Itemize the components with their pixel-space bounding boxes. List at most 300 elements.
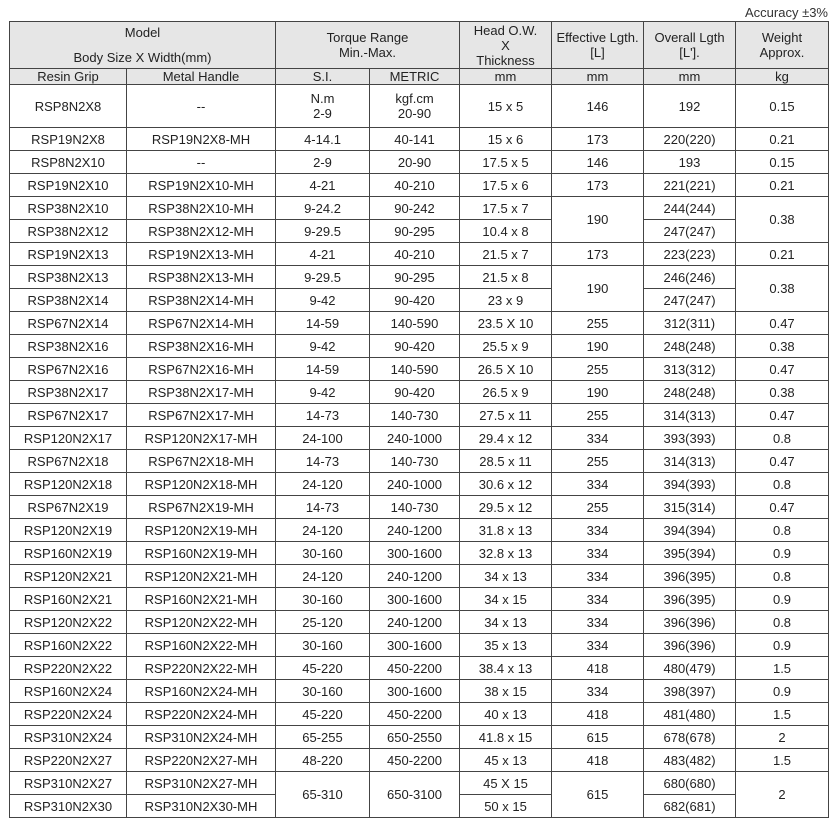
head-cell: 45 x 13: [460, 749, 552, 772]
si-cell: 24-120: [276, 519, 370, 542]
effective-length-cell: 334: [552, 427, 644, 450]
resin-grip-cell: RSP120N2X19: [10, 519, 127, 542]
si-cell: 9-42: [276, 381, 370, 404]
si-range: 2-9: [313, 106, 332, 121]
metric-cell: 300-1600: [370, 680, 460, 703]
weight-header-line2: Approx.: [759, 45, 805, 60]
resin-grip-cell: RSP120N2X18: [10, 473, 127, 496]
table-row: [10, 473, 829, 496]
resin-grip-cell: RSP120N2X22: [10, 611, 127, 634]
metal-handle-cell: RSP38N2X12-MH: [127, 220, 276, 243]
metric-cell: 240-1000: [370, 473, 460, 496]
si-cell: 14-73: [276, 404, 370, 427]
metric-cell: 240-1200: [370, 519, 460, 542]
effective-length-cell: 255: [552, 312, 644, 335]
table-row: [10, 174, 829, 197]
overall-length-cell: 396(395): [644, 588, 736, 611]
overall-length-cell: 396(396): [644, 634, 736, 657]
metal-handle-cell: RSP220N2X27-MH: [127, 749, 276, 772]
head-header-line2: X: [501, 37, 510, 53]
metal-handle-cell: RSP38N2X10-MH: [127, 197, 276, 220]
resin-grip-cell: RSP120N2X21: [10, 565, 127, 588]
metric-cell: 40-141: [370, 128, 460, 151]
table-row: [10, 542, 829, 565]
head-cell: 17.5 x 5: [460, 151, 552, 174]
head-cell: 32.8 x 13: [460, 542, 552, 565]
effective-length-cell: 334: [552, 634, 644, 657]
head-cell: 34 x 15: [460, 588, 552, 611]
resin-grip-cell: RSP67N2X16: [10, 358, 127, 381]
metric-cell: 450-2200: [370, 657, 460, 680]
metric-cell: 90-420: [370, 289, 460, 312]
resin-grip-cell: RSP38N2X13: [10, 266, 127, 289]
resin-grip-cell: RSP67N2X19: [10, 496, 127, 519]
metal-handle-cell: RSP67N2X18-MH: [127, 450, 276, 473]
overall-length-cell: 246(246): [644, 266, 736, 289]
resin-grip-cell: RSP160N2X19: [10, 542, 127, 565]
overall-length-cell: 678(678): [644, 726, 736, 749]
weight-cell: 0.15: [736, 151, 829, 174]
effective-length-cell: 255: [552, 450, 644, 473]
table-row: [10, 358, 829, 381]
metric-cell: 240-1000: [370, 427, 460, 450]
weight-cell: 0.21: [736, 174, 829, 197]
weight-cell: 0.38: [736, 335, 829, 358]
metal-handle-subheader: Metal Handle: [127, 69, 276, 85]
torque-header-line1: Torque Range: [326, 30, 409, 45]
si-cell: 48-220: [276, 749, 370, 772]
overall-length-unit-subheader: mm: [644, 69, 736, 85]
si-cell: 30-160: [276, 634, 370, 657]
effective-length-cell: 615: [552, 726, 644, 749]
weight-cell: 0.47: [736, 312, 829, 335]
head-cell: 23 x 9: [460, 289, 552, 312]
head-cell: 23.5 X 10: [460, 312, 552, 335]
effective-length-cell: 190: [552, 197, 644, 243]
weight-cell: 0.38: [736, 381, 829, 404]
table-row: [10, 266, 829, 289]
metric-cell: 240-1200: [370, 611, 460, 634]
si-cell: 9-29.5: [276, 220, 370, 243]
metal-handle-cell: RSP120N2X21-MH: [127, 565, 276, 588]
effective-length-cell: 418: [552, 703, 644, 726]
metric-cell: 40-210: [370, 243, 460, 266]
effective-length-header: [552, 22, 644, 69]
head-cell: 34 x 13: [460, 565, 552, 588]
weight-header: [736, 22, 829, 69]
table-row: [10, 726, 829, 749]
table-row: [10, 427, 829, 450]
overall-length-cell: 192: [644, 85, 736, 128]
table-row: [10, 657, 829, 680]
weight-cell: 0.9: [736, 680, 829, 703]
effective-length-cell: 334: [552, 473, 644, 496]
overall-length-cell: 244(244): [644, 197, 736, 220]
table-row: [10, 335, 829, 358]
metal-handle-cell: RSP67N2X14-MH: [127, 312, 276, 335]
overall-length-cell: 248(248): [644, 335, 736, 358]
table-row: [10, 703, 829, 726]
head-header-line3: Thickness: [476, 52, 535, 68]
si-cell: 14-59: [276, 312, 370, 335]
resin-grip-subheader: Resin Grip: [10, 69, 127, 85]
table-row: [10, 381, 829, 404]
weight-cell: 0.21: [736, 128, 829, 151]
head-cell: 31.8 x 13: [460, 519, 552, 542]
si-cell: 24-100: [276, 427, 370, 450]
weight-cell: 1.5: [736, 749, 829, 772]
metal-handle-cell: RSP160N2X19-MH: [127, 542, 276, 565]
metal-handle-cell: --: [127, 85, 276, 128]
resin-grip-cell: RSP38N2X17: [10, 381, 127, 404]
weight-cell: 0.47: [736, 450, 829, 473]
resin-grip-cell: RSP310N2X24: [10, 726, 127, 749]
overall-length-cell: 682(681): [644, 795, 736, 818]
weight-cell: 1.5: [736, 657, 829, 680]
metric-cell: 90-295: [370, 266, 460, 289]
overall-length-cell: 395(394): [644, 542, 736, 565]
head-cell: 38.4 x 13: [460, 657, 552, 680]
overall-length-cell: 398(397): [644, 680, 736, 703]
si-cell: 65-255: [276, 726, 370, 749]
head-cell: 40 x 13: [460, 703, 552, 726]
head-cell: 41.8 x 15: [460, 726, 552, 749]
metal-handle-cell: RSP67N2X16-MH: [127, 358, 276, 381]
overall-length-header: [644, 22, 736, 69]
effective-length-cell: 334: [552, 565, 644, 588]
si-cell: 65-310: [276, 772, 370, 818]
metal-handle-cell: RSP220N2X22-MH: [127, 657, 276, 680]
metric-subheader: METRIC: [370, 69, 460, 85]
weight-header-line1: Weight: [761, 30, 803, 45]
head-cell: 25.5 x 9: [460, 335, 552, 358]
overall-length-cell: 223(223): [644, 243, 736, 266]
metric-cell: 140-590: [370, 312, 460, 335]
table-row: [10, 312, 829, 335]
resin-grip-cell: RSP19N2X10: [10, 174, 127, 197]
resin-grip-cell: RSP220N2X24: [10, 703, 127, 726]
head-header: [460, 22, 552, 69]
metric-cell: 450-2200: [370, 703, 460, 726]
metal-handle-cell: RSP19N2X8-MH: [127, 128, 276, 151]
metal-handle-cell: RSP120N2X19-MH: [127, 519, 276, 542]
head-cell: 21.5 x 8: [460, 266, 552, 289]
si-cell: 25-120: [276, 611, 370, 634]
head-cell: 17.5 x 6: [460, 174, 552, 197]
head-cell: 45 X 15: [460, 772, 552, 795]
si-cell: 9-24.2: [276, 197, 370, 220]
si-cell: 9-42: [276, 289, 370, 312]
weight-cell: 2: [736, 772, 829, 818]
resin-grip-cell: RSP38N2X12: [10, 220, 127, 243]
metric-unit: kgf.cm: [395, 91, 434, 106]
metric-cell: 140-590: [370, 358, 460, 381]
head-cell: 34 x 13: [460, 611, 552, 634]
si-unit: N.m: [310, 91, 335, 106]
metal-handle-cell: RSP160N2X21-MH: [127, 588, 276, 611]
head-cell: 30.6 x 12: [460, 473, 552, 496]
resin-grip-cell: RSP19N2X13: [10, 243, 127, 266]
effective-length-cell: 255: [552, 404, 644, 427]
metal-handle-cell: RSP67N2X17-MH: [127, 404, 276, 427]
metric-cell: 300-1600: [370, 542, 460, 565]
resin-grip-cell: RSP220N2X22: [10, 657, 127, 680]
overall-length-cell: 221(221): [644, 174, 736, 197]
si-cell: 45-220: [276, 703, 370, 726]
effective-length-cell: 418: [552, 749, 644, 772]
overall-length-cell: 247(247): [644, 220, 736, 243]
metal-handle-cell: RSP160N2X22-MH: [127, 634, 276, 657]
table-row: [10, 772, 829, 795]
metal-handle-cell: RSP38N2X13-MH: [127, 266, 276, 289]
si-cell: 4-14.1: [276, 128, 370, 151]
weight-cell: 0.9: [736, 588, 829, 611]
si-cell: 30-160: [276, 680, 370, 703]
metal-handle-cell: RSP38N2X16-MH: [127, 335, 276, 358]
resin-grip-cell: RSP8N2X8: [10, 85, 127, 128]
weight-cell: 0.9: [736, 634, 829, 657]
model-header-subtitle: Body Size X Width(mm): [73, 50, 212, 65]
si-cell: 24-120: [276, 565, 370, 588]
torque-header-line2: Min.-Max.: [338, 45, 397, 60]
weight-cell: 0.9: [736, 542, 829, 565]
head-cell: 15 x 5: [460, 85, 552, 128]
head-unit-subheader: mm: [460, 69, 552, 85]
metal-handle-cell: RSP19N2X13-MH: [127, 243, 276, 266]
resin-grip-cell: RSP160N2X21: [10, 588, 127, 611]
si-cell: 30-160: [276, 542, 370, 565]
overall-length-cell: 680(680): [644, 772, 736, 795]
metric-range: 20-90: [397, 106, 432, 121]
resin-grip-cell: RSP19N2X8: [10, 128, 127, 151]
model-header-title: Model: [124, 25, 161, 40]
overall-length-cell: 313(312): [644, 358, 736, 381]
si-cell: 4-21: [276, 174, 370, 197]
overall-length-cell: 396(395): [644, 565, 736, 588]
head-cell: 28.5 x 11: [460, 450, 552, 473]
si-cell: 4-21: [276, 243, 370, 266]
resin-grip-cell: RSP160N2X22: [10, 634, 127, 657]
weight-cell: 0.8: [736, 519, 829, 542]
table-row: [10, 243, 829, 266]
overall-length-cell: 393(393): [644, 427, 736, 450]
head-cell: 38 x 15: [460, 680, 552, 703]
metric-cell: 650-3100: [370, 772, 460, 818]
table-row: [10, 220, 829, 243]
weight-cell: 0.47: [736, 496, 829, 519]
effective-length-cell: 615: [552, 772, 644, 818]
metal-handle-cell: RSP310N2X24-MH: [127, 726, 276, 749]
effective-length-cell: 146: [552, 151, 644, 174]
overall-length-header-line2: [L'].: [679, 45, 700, 60]
si-cell: 9-29.5: [276, 266, 370, 289]
resin-grip-cell: RSP67N2X18: [10, 450, 127, 473]
weight-cell: 0.47: [736, 358, 829, 381]
accuracy-note: Accuracy ±3%: [745, 5, 828, 20]
resin-grip-cell: RSP67N2X14: [10, 312, 127, 335]
effective-length-cell: 334: [552, 611, 644, 634]
metric-cell: 240-1200: [370, 565, 460, 588]
overall-length-cell: 314(313): [644, 404, 736, 427]
table-body: [10, 128, 829, 818]
table-row: [10, 151, 829, 174]
head-cell: 29.4 x 12: [460, 427, 552, 450]
metal-handle-cell: RSP19N2X10-MH: [127, 174, 276, 197]
resin-grip-cell: RSP38N2X10: [10, 197, 127, 220]
resin-grip-cell: RSP38N2X14: [10, 289, 127, 312]
table-row: [10, 289, 829, 312]
metal-handle-cell: RSP120N2X22-MH: [127, 611, 276, 634]
overall-length-cell: 193: [644, 151, 736, 174]
weight-cell: 0.8: [736, 473, 829, 496]
effective-length-cell: 173: [552, 128, 644, 151]
resin-grip-cell: RSP8N2X10: [10, 151, 127, 174]
resin-grip-cell: RSP310N2X30: [10, 795, 127, 818]
overall-length-cell: 312(311): [644, 312, 736, 335]
head-cell: 29.5 x 12: [460, 496, 552, 519]
table-row: [10, 611, 829, 634]
metric-cell: 90-420: [370, 381, 460, 404]
metric-cell: 450-2200: [370, 749, 460, 772]
effective-length-cell: 173: [552, 174, 644, 197]
table-row: [10, 680, 829, 703]
table-row: [10, 634, 829, 657]
effective-length-cell: 255: [552, 496, 644, 519]
head-cell: 21.5 x 7: [460, 243, 552, 266]
weight-cell: 2: [736, 726, 829, 749]
weight-unit-subheader: kg: [736, 69, 829, 85]
weight-cell: 0.38: [736, 197, 829, 243]
table-row: [10, 404, 829, 427]
resin-grip-cell: RSP220N2X27: [10, 749, 127, 772]
effective-length-cell: 146: [552, 85, 644, 128]
weight-cell: 0.21: [736, 243, 829, 266]
table-row: [10, 496, 829, 519]
table-row: [10, 128, 829, 151]
torque-header: [276, 22, 460, 69]
overall-length-cell: 480(479): [644, 657, 736, 680]
table-row: [10, 588, 829, 611]
metal-handle-cell: RSP160N2X24-MH: [127, 680, 276, 703]
effective-length-header-line1: Effective Lgth.: [556, 30, 639, 45]
weight-cell: 0.8: [736, 611, 829, 634]
effective-length-cell: 190: [552, 335, 644, 358]
effective-length-cell: 255: [552, 358, 644, 381]
head-header-line1: Head O.W.: [473, 22, 538, 38]
head-cell: 35 x 13: [460, 634, 552, 657]
table-row: [10, 565, 829, 588]
table-row: [10, 450, 829, 473]
head-cell: 10.4 x 8: [460, 220, 552, 243]
weight-cell: 0.38: [736, 266, 829, 312]
head-cell: 50 x 15: [460, 795, 552, 818]
metal-handle-cell: RSP38N2X17-MH: [127, 381, 276, 404]
overall-length-cell: 394(394): [644, 519, 736, 542]
effective-length-cell: 334: [552, 542, 644, 565]
metal-handle-cell: RSP120N2X18-MH: [127, 473, 276, 496]
header-row: [10, 22, 829, 69]
effective-length-unit-subheader: mm: [552, 69, 644, 85]
resin-grip-cell: RSP310N2X27: [10, 772, 127, 795]
overall-length-header-line1: Overall Lgth: [654, 30, 725, 45]
si-cell: 24-120: [276, 473, 370, 496]
metric-cell: 140-730: [370, 496, 460, 519]
effective-length-header-line2: [L]: [590, 45, 605, 60]
effective-length-cell: 334: [552, 519, 644, 542]
weight-cell: 0.47: [736, 404, 829, 427]
overall-length-cell: 220(220): [644, 128, 736, 151]
overall-length-cell: 248(248): [644, 381, 736, 404]
model-header: [10, 22, 276, 69]
si-cell: 9-42: [276, 335, 370, 358]
overall-length-cell: 394(393): [644, 473, 736, 496]
effective-length-cell: 190: [552, 381, 644, 404]
head-cell: 26.5 x 9: [460, 381, 552, 404]
overall-length-cell: 247(247): [644, 289, 736, 312]
metric-cell: 90-420: [370, 335, 460, 358]
si-subheader: S.I.: [276, 69, 370, 85]
resin-grip-cell: RSP67N2X17: [10, 404, 127, 427]
overall-length-cell: 481(480): [644, 703, 736, 726]
metric-cell: 140-730: [370, 404, 460, 427]
table-row: [10, 197, 829, 220]
table-row: [10, 85, 829, 128]
overall-length-cell: 315(314): [644, 496, 736, 519]
metal-handle-cell: RSP220N2X24-MH: [127, 703, 276, 726]
metric-cell: [370, 85, 460, 128]
head-cell: 26.5 X 10: [460, 358, 552, 381]
head-cell: 27.5 x 11: [460, 404, 552, 427]
metric-cell: 90-242: [370, 197, 460, 220]
si-cell: 2-9: [276, 151, 370, 174]
metal-handle-cell: --: [127, 151, 276, 174]
overall-length-cell: 483(482): [644, 749, 736, 772]
si-cell: 14-73: [276, 450, 370, 473]
overall-length-cell: 396(396): [644, 611, 736, 634]
weight-cell: 1.5: [736, 703, 829, 726]
weight-cell: 0.8: [736, 565, 829, 588]
metric-cell: 40-210: [370, 174, 460, 197]
resin-grip-cell: RSP120N2X17: [10, 427, 127, 450]
effective-length-cell: 190: [552, 266, 644, 312]
metal-handle-cell: RSP310N2X27-MH: [127, 772, 276, 795]
resin-grip-cell: RSP160N2X24: [10, 680, 127, 703]
metric-cell: 20-90: [370, 151, 460, 174]
effective-length-cell: 334: [552, 588, 644, 611]
metric-cell: 300-1600: [370, 588, 460, 611]
si-cell: 30-160: [276, 588, 370, 611]
metric-cell: 90-295: [370, 220, 460, 243]
metal-handle-cell: RSP120N2X17-MH: [127, 427, 276, 450]
weight-cell: 0.15: [736, 85, 829, 128]
si-cell: 14-59: [276, 358, 370, 381]
metal-handle-cell: RSP310N2X30-MH: [127, 795, 276, 818]
metal-handle-cell: RSP67N2X19-MH: [127, 496, 276, 519]
head-cell: 17.5 x 7: [460, 197, 552, 220]
table-row: [10, 749, 829, 772]
effective-length-cell: 418: [552, 657, 644, 680]
metric-cell: 650-2550: [370, 726, 460, 749]
si-cell: [276, 85, 370, 128]
si-cell: 45-220: [276, 657, 370, 680]
overall-length-cell: 314(313): [644, 450, 736, 473]
head-cell: 15 x 6: [460, 128, 552, 151]
weight-cell: 0.8: [736, 427, 829, 450]
torque-wrench-spec-table: [9, 21, 829, 818]
metal-handle-cell: RSP38N2X14-MH: [127, 289, 276, 312]
metric-cell: 300-1600: [370, 634, 460, 657]
resin-grip-cell: RSP38N2X16: [10, 335, 127, 358]
